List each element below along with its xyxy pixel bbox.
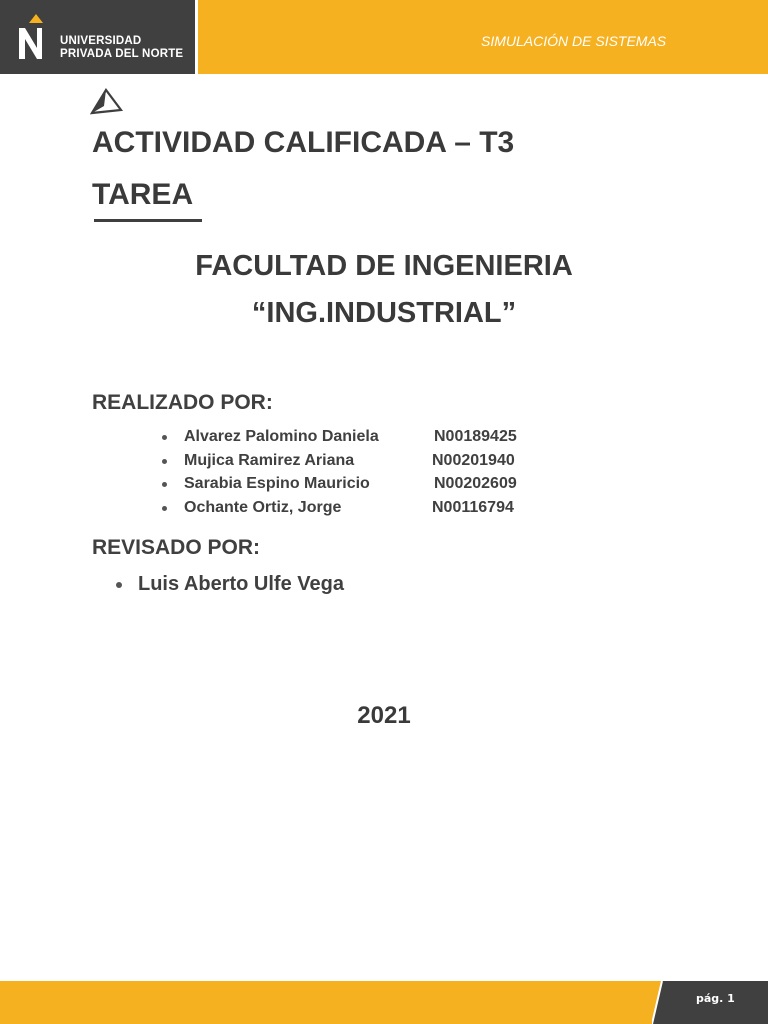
author-code: N00189425 [434,428,517,445]
university-name [60,35,183,61]
upn-logo-icon [16,14,50,62]
made-by-label: REALIZADO POR: [92,391,273,414]
bullet-icon [162,482,167,487]
bullet-icon [162,506,167,511]
university-name-line1: UNIVERSIDAD [60,35,142,47]
list-item [160,475,560,499]
author-code: N00202609 [434,475,517,492]
author-name: Sarabia Espino Mauricio [184,475,370,492]
bullet-icon [116,582,122,588]
reviewer-name: Luis Aberto Ulfe Vega [138,573,344,595]
authors-list [160,428,560,522]
list-item [160,452,560,476]
title-underline [94,219,202,222]
program-name: “ING.INDUSTRIAL” [251,297,517,329]
document-year: 2021 [357,702,411,729]
course-title: SIMULACIÓN DE SISTEMAS [481,33,667,49]
bullet-icon [162,459,167,464]
list-item [160,499,560,523]
list-item [160,428,560,452]
university-logo-block [0,0,195,74]
author-name: Mujica Ramirez Ariana [184,451,355,469]
page-header [0,0,768,74]
author-code: N00201940 [432,451,515,469]
bullet-icon [162,435,167,440]
document-title: ACTIVIDAD CALIFICADA – T3 [92,126,515,159]
author-name: Alvarez Palomino Daniela [184,428,379,445]
author-name: Ochante Ortiz, Jorge [184,498,342,516]
university-name-line2: PRIVADA DEL NORTE [60,48,184,60]
document-subtitle: TAREA [92,178,194,211]
page-number: pág. 1 [696,992,735,1005]
faculty-name: FACULTAD DE INGENIERIA [195,250,573,282]
author-code: N00116794 [432,498,514,516]
navigation-arrow-icon [90,87,124,115]
reviewed-by-label: REVISADO POR: [92,536,261,559]
